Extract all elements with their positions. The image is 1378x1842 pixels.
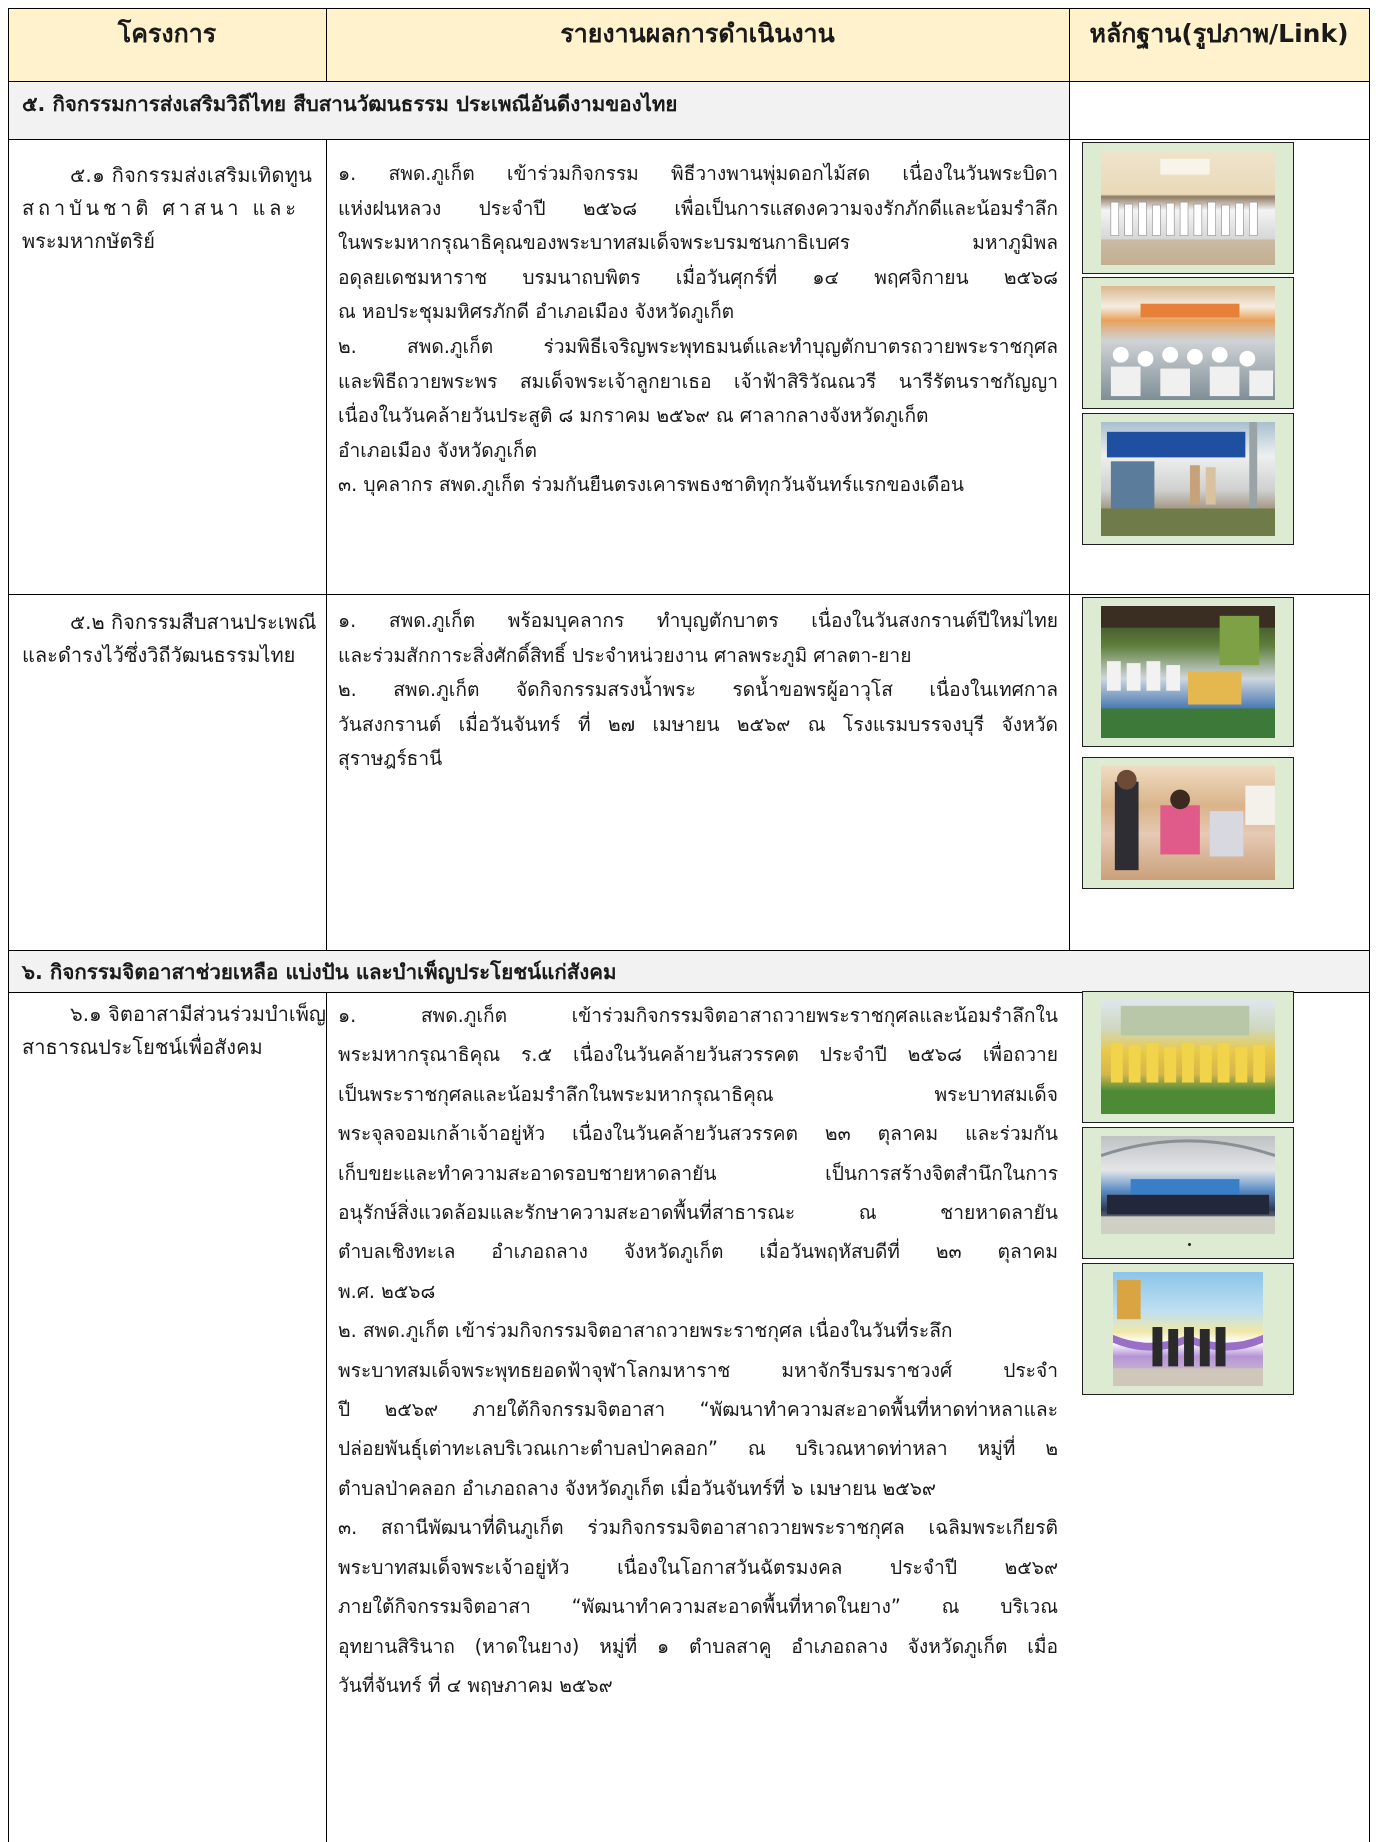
project-line: สาธารณประโยชน์เพื่อสังคม: [22, 1035, 263, 1059]
report-line: ๑. สพด.ภูเก็ต เข้าร่วมกิจกรรมจิตอาสาถวายพระราชกุศลและน้อมรำลึกใน: [338, 1004, 1058, 1027]
evidence-photo[interactable]: [1082, 142, 1294, 274]
project-line: ๕.๑ กิจกรรมส่งเสริมเทิดทูน: [70, 163, 313, 187]
header-evidence: หลักฐาน(รูปภาพ/Link): [1089, 19, 1349, 48]
report-line: ๒. สพด.ภูเก็ต ร่วมพิธีเจริญพระพุทธมนต์และทำบุญตักบาตรถวายพระราชกุศล: [338, 334, 1058, 358]
report-line: ณ หอประชุมมหิศรภักดี อำเภอเมือง จังหวัดภูเก็ต: [338, 300, 735, 324]
report-line: พ.ศ. ๒๕๖๘: [338, 1279, 436, 1303]
report-line: พระมหากรุณาธิคุณ ร.๕ เนื่องในวันคล้ายวันสวรรคต ประจำปี ๒๕๖๘ เพื่อถวาย: [338, 1043, 1058, 1067]
report-cell: [338, 157, 1058, 503]
report-line: และพิธีถวายพระพร สมเด็จพระเจ้าลูกยาเธอ เจ้าฟ้าสิริวัณณวรี นารีรัตนราชกัญญา: [338, 369, 1058, 393]
report-line: และร่วมสักการะสิ่งศักดิ์สิทธิ์ ประจำหน่วยงาน ศาลพระภูมิ ศาลตา-ยาย: [338, 643, 912, 667]
report-line: อนุรักษ์สิ่งแวดล้อมและรักษาความสะอาดพื้นที่สาธารณะ ณ ชายหาดลายัน: [338, 1201, 1058, 1225]
project-cell: [22, 998, 326, 1064]
report-line: พระบาทสมเด็จพระเจ้าอยู่หัว เนื่องในโอกาสวันฉัตรมงคล ประจำปี ๒๕๖๙: [338, 1555, 1058, 1579]
report-line: สุราษฎร์ธานี: [338, 747, 443, 771]
report-line: ๒. สพด.ภูเก็ต เข้าร่วมกิจกรรมจิตอาสาถวายพระราชกุศล เนื่องในวันที่ระลึก: [338, 1319, 953, 1343]
report-line: อุทยานสิรินาถ (หาดในยาง) หมู่ที่ ๑ ตำบลสาคู อำเภอถลาง จังหวัดภูเก็ต เมื่อ: [338, 1634, 1058, 1658]
evidence-photo[interactable]: [1082, 597, 1294, 747]
report-line: ๑. สพด.ภูเก็ต พร้อมบุคลากร ทำบุญตักบาตร เนื่องในวันสงกรานต์ปีใหม่ไทย: [338, 609, 1058, 632]
report-line: ปล่อยพันธุ์เต่าทะเลบริเวณเกาะตำบลป่าคลอก” ณ บริเวณหาดท่าหลา หมู่ที่ ๒: [338, 1437, 1058, 1461]
report-line: แห่งฝนหลวง ประจำปี ๒๕๖๘ เพื่อเป็นการแสดงความจงรักภักดีและน้อมรำลึก: [338, 196, 1058, 220]
project-line: สถาบันชาติ ศาสนา และ: [22, 196, 300, 220]
report-line: เป็นพระราชกุศลและน้อมรำลึกในพระมหากรุณาธิคุณ พระบาทสมเด็จ: [338, 1082, 1058, 1106]
report-line: ภายใต้กิจกรรมจิตอาสา “พัฒนาทำความสะอาดพื้นที่หาดในยาง” ณ บริเวณ: [338, 1595, 1058, 1619]
report-line: วันที่จันทร์ ที่ ๔ พฤษภาคม ๒๕๖๙: [338, 1673, 613, 1697]
evidence-photo[interactable]: [1082, 991, 1294, 1123]
report-line: ตำบลเชิงทะเล อำเภอถลาง จังหวัดภูเก็ต เมื่อวันพฤหัสบดีที่ ๒๓ ตุลาคม: [338, 1240, 1058, 1264]
project-line: ๖.๑ จิตอาสามีส่วนร่วมบำเพ็ญ: [70, 1002, 326, 1026]
report-line: พระจุลจอมเกล้าเจ้าอยู่หัว เนื่องในวันคล้ายวันสวรรคต ๒๓ ตุลาคม และร่วมกัน: [338, 1122, 1058, 1146]
project-cell: [22, 606, 317, 672]
report-line: วันสงกรานต์ เมื่อวันจันทร์ ที่ ๒๗ เมษายน ๒๕๖๙ ณ โรงแรมบรรจงบุรี จังหวัด: [338, 712, 1058, 736]
report-line: อำเภอเมือง จังหวัดภูเก็ต: [338, 438, 538, 462]
report-line: เนื่องในวันคล้ายวันประสูติ ๘ มกราคม ๒๕๖๙ ณ ศาลากลางจังหวัดภูเก็ต: [338, 404, 929, 428]
evidence-photo[interactable]: [1082, 1263, 1294, 1395]
header-report: รายงานผลการดำเนินงาน: [560, 19, 835, 48]
report-line: อดุลยเดชมหาราช บรมนาถบพิตร เมื่อวันศุกร์ที่ ๑๔ พฤศจิกายน ๒๕๖๘: [338, 265, 1058, 289]
report-line: ๓. บุคลากร สพด.ภูเก็ต ร่วมกันยืนตรงเคารพธงชาติทุกวันจันทร์แรกของเดือน: [338, 473, 965, 497]
evidence-photo[interactable]: [1082, 757, 1294, 889]
report-line: เก็บขยะและทำความสะอาดรอบชายหาดลายัน เป็นการสร้างจิตสำนึกในการ: [338, 1161, 1058, 1185]
report-line: ๓. สถานีพัฒนาที่ดินภูเก็ต ร่วมกิจกรรมจิตอาสาถวายพระราชกุศล เฉลิมพระเกียรติ: [338, 1516, 1058, 1540]
header-project: โครงการ: [117, 19, 217, 48]
project-cell: [22, 159, 314, 258]
section-5-title: ๕. กิจกรรมการส่งเสริมวิถีไทย สืบสานวัฒนธรรม ประเพณีอันดีงามของไทย: [22, 92, 678, 116]
project-line: ๕.๒ กิจกรรมสืบสานประเพณี: [70, 610, 317, 634]
report-cell: [338, 604, 1058, 777]
project-line: และดำรงไว้ซึ่งวิถีวัฒนธรรมไทย: [22, 643, 296, 667]
report-line: ตำบลป่าคลอก อำเภอถลาง จังหวัดภูเก็ต เมื่อวันจันทร์ที่ ๖ เมษายน ๒๕๖๙: [338, 1476, 936, 1500]
report-line: ในพระมหากรุณาธิคุณของพระบาทสมเด็จพระบรมชนกาธิเบศร มหาภูมิพล: [338, 231, 1058, 255]
evidence-photo[interactable]: [1082, 1127, 1294, 1259]
report-line: ๑. สพด.ภูเก็ต เข้าร่วมกิจกรรม พิธีวางพานพุ่มดอกไม้สด เนื่องในวันพระบิดา: [338, 162, 1058, 185]
report-line: ๒. สพด.ภูเก็ต จัดกิจกรรมสรงน้ำพระ รดน้ำขอพรผู้อาวุโส เนื่องในเทศกาล: [338, 678, 1058, 702]
evidence-photo[interactable]: [1082, 277, 1294, 409]
report-line: ปี ๒๕๖๙ ภายใต้กิจกรรมจิตอาสา “พัฒนาทำความสะอาดพื้นที่หาดท่าหลาและ: [338, 1398, 1058, 1422]
report-line: พระบาทสมเด็จพระพุทธยอดฟ้าจุฬาโลกมหาราช มหาจักรีบรมราชวงศ์ ประจำ: [338, 1358, 1058, 1382]
photo-caption-dot: [1188, 1243, 1191, 1246]
project-line: พระมหากษัตริย์: [22, 229, 156, 253]
section-6-title: ๖. กิจกรรมจิตอาสาช่วยเหลือ แบ่งปัน และบำเพ็ญประโยชน์แก่สังคม: [22, 960, 617, 984]
evidence-photo[interactable]: [1082, 413, 1294, 545]
report-cell: [338, 996, 1058, 1705]
